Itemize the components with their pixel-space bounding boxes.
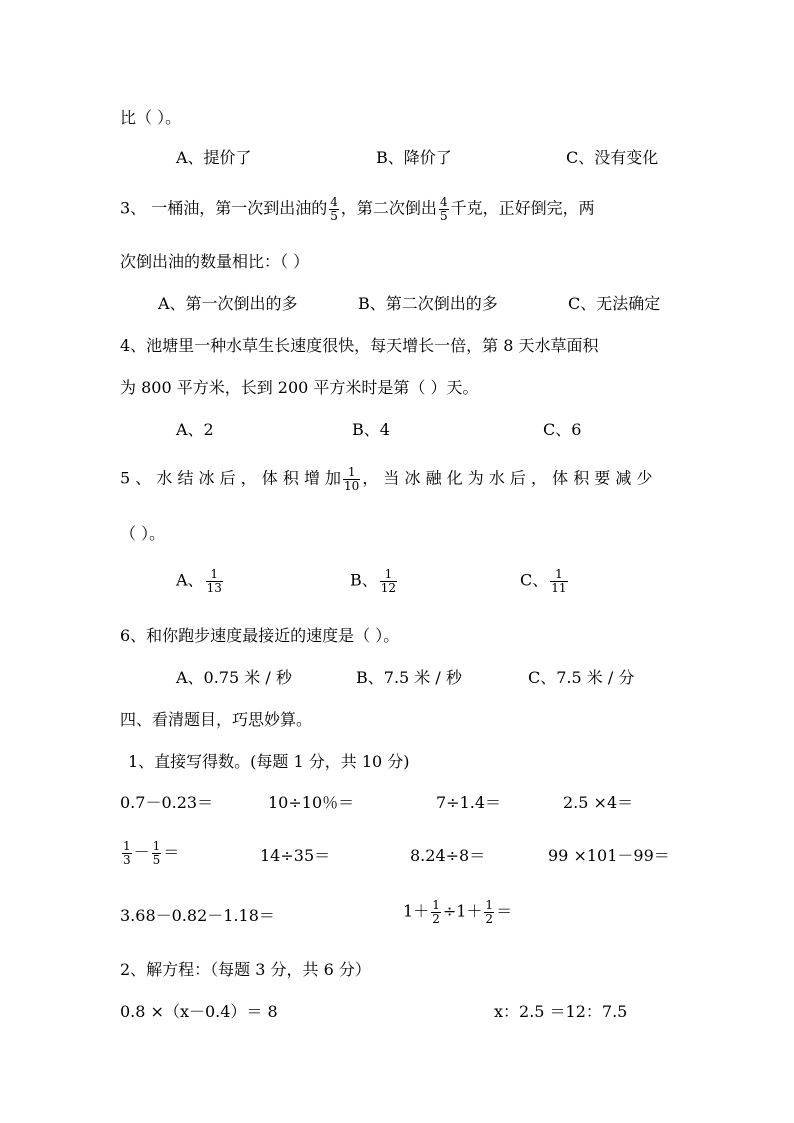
fraction-denominator: 2 <box>432 911 440 926</box>
q3-line2: 次倒出油的数量相比：（ ） <box>120 252 310 271</box>
section4-part2-heading: 2、解方程：（每题 3 分，共 6 分） <box>120 960 371 979</box>
q4-option-a: A、2 <box>176 420 214 439</box>
q5-line2: （ ）。 <box>120 524 166 543</box>
fraction-numerator: 1 <box>347 465 356 479</box>
calc-item-fractions <box>120 840 179 866</box>
equals-sign: ＝ <box>163 842 180 862</box>
equation-2: x：2.5 ＝12：7.5 <box>494 1002 628 1021</box>
q5-text-b: ， 当 冰 融 化 为 水 后 ， 体 积 要 减 少 <box>362 468 653 488</box>
fraction-denominator: 11 <box>551 580 567 595</box>
q3-line1 <box>120 196 595 222</box>
fraction-denominator: 3 <box>123 852 131 867</box>
q4-line1: 4、池塘里一种水草生长速度很快，每天增长一倍，第 8 天水草面积 <box>120 336 599 355</box>
fraction-numerator: 1 <box>384 567 393 581</box>
q2-option-c: C、没有变化 <box>566 148 659 167</box>
calc-item: 7÷1.4＝ <box>436 793 502 812</box>
option-label: A、 <box>176 570 204 590</box>
section4-title: 四、看清题目，巧思妙算。 <box>120 710 313 729</box>
q5-fraction <box>343 466 360 492</box>
fraction-denominator: 2 <box>485 911 494 926</box>
q3-text-a: 3、 一桶油，第一次到出油的 <box>120 198 328 218</box>
q6-option-c: C、7.5 米 / 分 <box>528 668 635 687</box>
q4-option-c: C、6 <box>543 420 582 439</box>
q5-option-b-fraction <box>380 568 397 594</box>
q2-option-a: A、提价了 <box>176 148 252 167</box>
q5-option-c <box>520 568 570 594</box>
q6-option-a: A、0.75 米 / 秒 <box>176 668 292 687</box>
fraction-denominator: 13 <box>206 580 222 595</box>
calc-item: 99 ×101－99＝ <box>548 846 670 865</box>
fraction-numerator: 1 <box>123 839 131 853</box>
q6-option-b: B、7.5 米 / 秒 <box>356 668 462 687</box>
q5-option-a-fraction <box>206 568 223 594</box>
calc-fraction <box>484 899 494 925</box>
fraction-numerator: 1 <box>555 567 563 581</box>
q5-text-a: 5 、 水 结 冰 后 ， 体 积 增 加 <box>120 468 342 488</box>
calc-item-fractions <box>403 899 512 925</box>
q3-fraction-1 <box>329 196 339 222</box>
fraction-numerator: 4 <box>439 195 448 209</box>
q3-text-c: 千克，正好倒完，两 <box>450 198 595 218</box>
q2-option-b: B、降价了 <box>376 148 452 167</box>
q5-line1 <box>120 466 652 492</box>
equation-1: 0.8 ×（x－0.4）＝ 8 <box>120 1002 278 1021</box>
q3-option-c: C、无法确定 <box>568 294 661 313</box>
calc-text: ＝ <box>496 901 513 921</box>
fraction-numerator: 1 <box>210 567 219 581</box>
q3-text-b: ，第二次倒出 <box>340 198 437 218</box>
calc-text: 1＋ <box>403 901 430 921</box>
fraction-numerator: 1 <box>432 898 440 912</box>
fraction-numerator: 1 <box>485 898 494 912</box>
q3-option-a: A、第一次倒出的多 <box>158 294 298 313</box>
calc-text: ÷1＋ <box>442 901 483 921</box>
fraction-denominator: 5 <box>152 852 161 867</box>
calc-fraction <box>431 899 441 925</box>
calc-fraction <box>122 840 132 866</box>
fraction-denominator: 5 <box>439 208 448 223</box>
option-label: B、 <box>350 570 378 590</box>
section4-part1-heading: 1、直接写得数。(每题 1 分，共 10 分) <box>128 752 410 771</box>
fraction-denominator: 12 <box>380 580 397 595</box>
option-label: C、 <box>520 570 549 590</box>
calc-item: 10÷10％＝ <box>268 793 355 812</box>
q5-option-a <box>176 568 225 594</box>
q2-continuation: 比（ ）。 <box>120 108 182 127</box>
fraction-denominator: 10 <box>344 478 360 493</box>
q6-line1: 6、和你跑步速度最接近的速度是（ ）。 <box>120 626 400 645</box>
fraction-denominator: 5 <box>330 208 338 223</box>
calc-item: 2.5 ×4＝ <box>563 793 634 812</box>
q4-line2: 为 800 平方米，长到 200 平方米时是第（ ）天。 <box>120 378 479 397</box>
q4-option-b: B、4 <box>352 420 390 439</box>
calc-item: 3.68－0.82－1.18＝ <box>120 906 275 925</box>
fraction-numerator: 1 <box>152 839 161 853</box>
q5-option-c-fraction <box>550 568 567 594</box>
minus-sign: － <box>133 842 150 862</box>
q5-option-b <box>350 568 399 594</box>
calc-item: 0.7－0.23＝ <box>120 793 214 812</box>
calc-item: 14÷35＝ <box>260 846 331 865</box>
q3-option-b: B、第二次倒出的多 <box>358 294 498 313</box>
fraction-numerator: 4 <box>330 195 338 209</box>
calc-item: 8.24÷8＝ <box>410 846 486 865</box>
q3-fraction-2 <box>439 196 449 222</box>
calc-fraction <box>152 840 162 866</box>
